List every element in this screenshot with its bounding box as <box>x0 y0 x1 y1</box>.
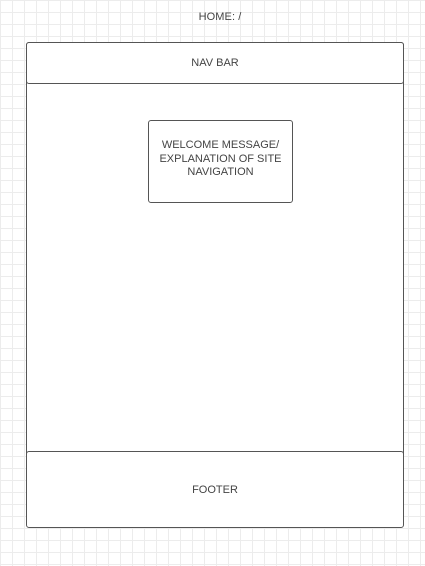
nav-bar-label: NAV BAR <box>191 57 239 69</box>
nav-bar-block <box>26 42 404 84</box>
page-title: HOME: / <box>198 11 242 23</box>
footer-label: FOOTER <box>192 483 238 496</box>
welcome-message-text: WELCOME MESSAGE/ EXPLANATION OF SITE NAVIGATION <box>159 139 282 178</box>
footer-block <box>26 451 404 528</box>
welcome-message-block <box>148 120 293 203</box>
